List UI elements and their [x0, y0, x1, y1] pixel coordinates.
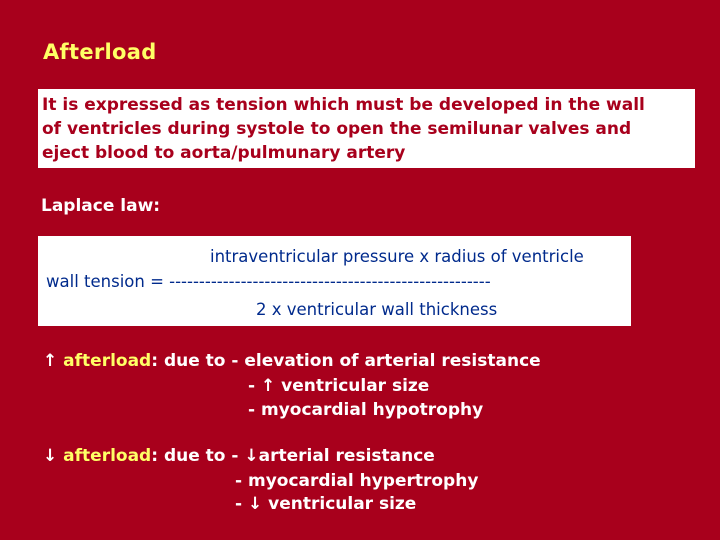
formula-left-side: wall tension = ------------------------------------------------------	[46, 272, 491, 291]
decreased-afterload-line	[43, 446, 435, 466]
formula-denominator: 2 x ventricular wall thickness	[256, 300, 498, 319]
cause-text: : due to - ↓arterial resistance	[151, 446, 435, 466]
down-arrow-icon: ↓	[43, 446, 58, 466]
definition-line: eject blood to aorta/pulmunary artery	[42, 143, 406, 163]
decreased-afterload-cause: - ↓ ventricular size	[235, 494, 417, 514]
increased-afterload-cause: - myocardial hypotrophy	[248, 400, 484, 420]
decreased-afterload-cause: - myocardial hypertrophy	[235, 471, 479, 491]
laplace-formula-box	[38, 236, 631, 326]
increased-afterload-line	[43, 351, 541, 371]
afterload-keyword: afterload	[63, 351, 152, 371]
formula-numerator: intraventricular pressure x radius of ventricle	[210, 247, 584, 266]
definition-line: of ventricles during systole to open the semilunar valves and	[42, 119, 632, 139]
increased-afterload-cause: - ↑ ventricular size	[248, 376, 430, 396]
laplace-law-label: Laplace law:	[41, 196, 161, 216]
afterload-keyword: afterload	[63, 446, 152, 466]
cause-text: : due to - elevation of arterial resistance	[151, 351, 541, 371]
slide-title: Afterload	[43, 40, 157, 64]
definition-box	[38, 89, 695, 168]
up-arrow-icon: ↑	[43, 351, 58, 371]
definition-line: It is expressed as tension which must be developed in the wall	[42, 95, 645, 115]
